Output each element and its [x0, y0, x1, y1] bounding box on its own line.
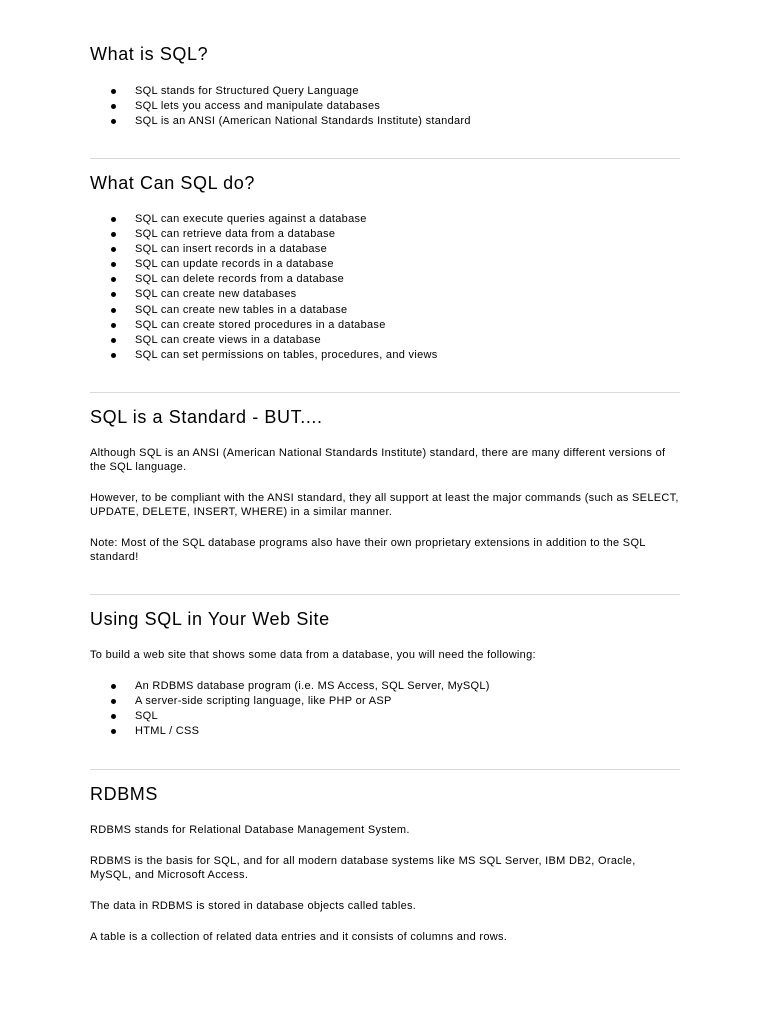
- bullet-list: [90, 212, 680, 363]
- list-item: [90, 84, 680, 99]
- section-divider: [90, 158, 680, 159]
- list-item: [90, 303, 680, 318]
- bullet-list: [90, 84, 680, 129]
- list-item-text: SQL can create stored procedures in a database: [135, 318, 386, 331]
- list-item-text: SQL is an ANSI (American National Standards Institute) standard: [135, 115, 471, 128]
- list-item-text: SQL: [135, 710, 158, 723]
- list-item: [90, 114, 680, 129]
- bullet-icon: [111, 232, 116, 237]
- bullet-icon: [111, 247, 116, 252]
- section-sql-standard: [90, 406, 680, 564]
- paragraph: Although SQL is an ANSI (American National Standards Institute) standard, there are many different versions of the SQL language.: [90, 447, 666, 473]
- bullet-icon: [111, 714, 116, 719]
- bullet-icon: [111, 277, 116, 282]
- section-heading: RDBMS: [90, 784, 159, 804]
- list-item: [90, 318, 680, 333]
- paragraph: RDBMS stands for Relational Database Management System.: [90, 824, 410, 836]
- list-item-text: SQL can insert records in a database: [135, 243, 327, 256]
- paragraph: RDBMS is the basis for SQL, and for all modern database systems like MS SQL Server, IBM DB2, Oracle, MySQL, and Microsoft Access.: [90, 855, 636, 881]
- bullet-icon: [111, 104, 116, 109]
- bullet-icon: [111, 729, 116, 734]
- section-heading: SQL is a Standard - BUT....: [90, 407, 323, 427]
- paragraph: Note: Most of the SQL database programs also have their own proprietary extensions in addition to the SQL standard!: [90, 537, 646, 563]
- section-what-is-sql: [90, 43, 680, 129]
- list-item: [90, 694, 680, 709]
- list-item-text: SQL stands for Structured Query Language: [135, 85, 359, 97]
- bullet-icon: [111, 292, 116, 297]
- list-item-text: SQL can create views in a database: [135, 333, 321, 346]
- bullet-icon: [111, 353, 116, 358]
- section-heading: What is SQL?: [90, 44, 209, 64]
- list-item: [90, 272, 680, 287]
- bullet-icon: [111, 699, 116, 704]
- bullet-icon: [111, 119, 116, 124]
- bullet-icon: [111, 684, 116, 689]
- bullet-list: [90, 679, 680, 739]
- bullet-icon: [111, 323, 116, 328]
- section-rdbms: [90, 783, 680, 944]
- list-item: [90, 724, 680, 739]
- list-item: [90, 99, 680, 114]
- paragraph: However, to be compliant with the ANSI standard, they all support at least the major commands (such as SELECT, UPDATE, DELETE, INSERT, WHERE) in a similar manner.: [90, 492, 679, 518]
- list-item-text: SQL can delete records from a database: [135, 273, 345, 286]
- list-item: [90, 709, 680, 724]
- list-item: [90, 287, 680, 302]
- list-item: [90, 257, 680, 272]
- bullet-icon: [111, 308, 116, 313]
- section-what-can-sql-do: [90, 172, 680, 363]
- paragraph: A table is a collection of related data entries and it consists of columns and rows.: [90, 931, 508, 943]
- section-divider: [90, 392, 680, 393]
- section-heading: Using SQL in Your Web Site: [90, 609, 330, 629]
- list-item-text: SQL can retrieve data from a database: [135, 228, 336, 241]
- list-item: [90, 333, 680, 348]
- list-item: [90, 348, 680, 363]
- paragraph: The data in RDBMS is stored in database objects called tables.: [90, 900, 417, 912]
- list-item-text: SQL can execute queries against a database: [135, 213, 367, 225]
- section-heading: What Can SQL do?: [90, 173, 256, 193]
- section-using-sql-web-site: [90, 608, 680, 739]
- paragraph: To build a web site that shows some data from a database, you will need the following:: [90, 649, 536, 661]
- bullet-icon: [111, 89, 116, 94]
- list-item-text: SQL can update records in a database: [135, 258, 334, 271]
- bullet-icon: [111, 338, 116, 343]
- section-divider: [90, 769, 680, 770]
- list-item-text: SQL can create new tables in a database: [135, 303, 348, 316]
- list-item-text: HTML / CSS: [135, 725, 200, 738]
- list-item: [90, 242, 680, 257]
- section-divider: [90, 594, 680, 595]
- list-item-text: A server-side scripting language, like PHP or ASP: [135, 695, 392, 708]
- list-item-text: SQL lets you access and manipulate databases: [135, 100, 381, 113]
- list-item-text: An RDBMS database program (i.e. MS Access, SQL Server, MySQL): [135, 680, 490, 692]
- list-item-text: SQL can create new databases: [135, 288, 297, 301]
- list-item: [90, 212, 680, 227]
- bullet-icon: [111, 262, 116, 267]
- list-item: [90, 679, 680, 694]
- bullet-icon: [111, 217, 116, 222]
- list-item-text: SQL can set permissions on tables, procedures, and views: [135, 348, 438, 361]
- list-item: [90, 227, 680, 242]
